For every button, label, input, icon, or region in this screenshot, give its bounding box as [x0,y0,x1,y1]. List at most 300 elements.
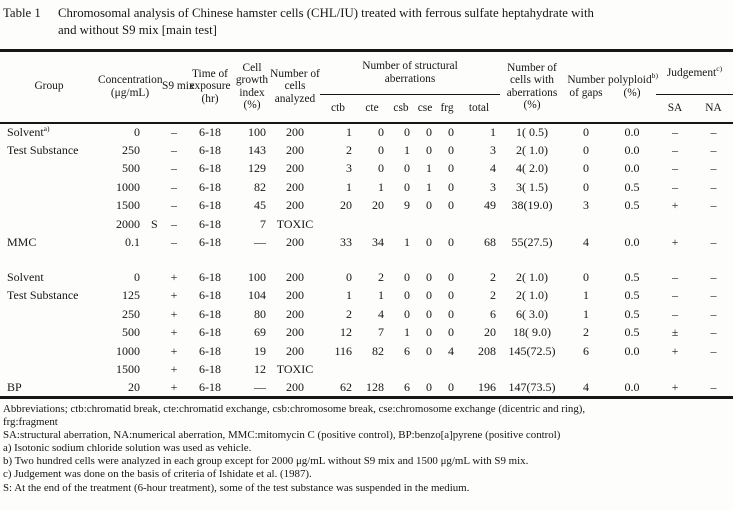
cell-ctb: 12 [340,325,352,340]
cell-csb [388,215,414,234]
table-row [0,160,733,179]
cell-polyploid: 0.5 [624,269,640,284]
cell-total [458,215,500,234]
cell-frg: 0 [448,288,454,303]
cell-s9-mix: + [170,343,178,358]
cell-growth-index: 143 [248,142,266,157]
col-header-gaps: Number of gaps [564,51,608,123]
cell-cells-with-aberrations: 2( 1.0) [516,288,548,303]
cell-concentration: 1500 [116,362,140,377]
cell-growth-index: 80 [254,306,266,321]
cell-growth-index: 7 [260,216,266,231]
cell-csb: 0 [404,161,410,176]
cell-polyploid: 0.0 [624,235,640,250]
cell-total: 6 [490,306,496,321]
cell-s9-mix: – [171,179,177,194]
cell-ctb: 1 [346,288,352,303]
cell-cse: 1 [426,179,432,194]
cell-ctb: 116 [334,343,352,358]
cell-cte: 1 [378,288,384,303]
cell-growth-index: 100 [248,269,266,284]
cell-cse: 0 [426,288,432,303]
cell-ctb [320,361,356,380]
cell-csb: 0 [404,269,410,284]
cell-total: 68 [484,235,496,250]
cell-csb [388,361,414,380]
cell-ctb: 33 [340,235,352,250]
cell-judgement-sa: + [671,235,679,250]
cell-ctb: 1 [346,179,352,194]
table-row [0,342,733,361]
cell-ctb: 1 [346,124,352,139]
cell-cells-analyzed: 200 [286,235,304,250]
cell-frg: 0 [448,325,454,340]
cell-group [0,324,98,343]
cell-total [458,361,500,380]
cell-frg: 0 [448,124,454,139]
section-separator-row [0,252,733,268]
cell-s9-mix: – [171,142,177,157]
cell-cse: 0 [426,198,432,213]
cell-concentration: 0.1 [125,235,140,250]
cell-time-of-exposure: 6-18 [199,124,221,139]
cell-judgement-na: – [710,161,717,176]
cell-cse: 0 [426,343,432,358]
cell-judgement-na: – [710,325,717,340]
cell-judgement-na: – [710,269,717,284]
cell-cse: 0 [426,269,432,284]
cell-cells-analyzed: 200 [286,124,304,139]
cell-frg: 0 [448,142,454,157]
caption-line-1: Chromosomal analysis of Chinese hamster cells (CHL/IU) treated with ferrous sulfate heptahydrate with [58,6,594,20]
cell-s9-mix: + [170,269,178,284]
cell-cells-analyzed: 200 [286,380,304,394]
cell-suspension-flag [144,178,162,197]
cell-gaps [564,215,608,234]
footnote-abbreviations-3: SA:structural aberration, NA:numerical aberration, MMC:mitomycin C (positive control), BP:benzo[a]pyrene (positive control) [3,429,561,442]
cell-cte: 34 [372,235,384,250]
cell-gaps: 1 [583,288,589,303]
cell-csb: 0 [404,124,410,139]
cell-frg: 0 [448,198,454,213]
cell-time-of-exposure: 6-18 [199,362,221,377]
cell-s9-mix: – [171,124,177,139]
cell-cse: 0 [426,124,432,139]
cell-s9-mix: – [171,216,177,231]
cell-polyploid: 0.0 [624,124,640,139]
col-header-s9-mix: S9 mix [162,51,186,123]
cell-cte: 82 [372,343,384,358]
cell-total: 20 [484,325,496,340]
cell-frg: 4 [448,343,454,358]
footnote-abbreviations-2: frg:fragment [3,416,58,429]
cell-concentration: 0 [134,124,140,139]
cell-judgement-na: – [710,142,717,157]
cell-gaps: 3 [583,198,589,213]
cell-concentration: 500 [122,161,140,176]
cell-polyploid [608,215,656,234]
cell-total: 2 [490,269,496,284]
cell-judgement-na: – [710,198,717,213]
cell-group: Test Substance [7,142,79,157]
cell-cells-analyzed: 200 [286,179,304,194]
cell-csb: 0 [404,288,410,303]
cell-judgement-na: – [710,179,717,194]
table-row [0,361,733,380]
cell-total: 4 [490,161,496,176]
cell-concentration: 250 [122,306,140,321]
cell-judgement-sa: – [672,306,678,321]
cell-growth-index: 129 [248,161,266,176]
cell-group: Test Substance [7,288,79,303]
cell-time-of-exposure: 6-18 [199,288,221,303]
cell-total: 3 [490,179,496,194]
cell-polyploid: 0.5 [624,288,640,303]
cell-cells-with-aberrations: 4( 2.0) [516,161,548,176]
cell-concentration: 250 [122,142,140,157]
col-header-cell-growth-index: Cell growth index (%) [234,51,270,123]
cell-group [0,361,98,380]
cell-ctb [320,215,356,234]
judgement-footnote-mark: c) [716,63,723,73]
col-header-cells-with-aberrations: Number of cells with aberrations (%) [500,51,564,123]
cell-csb: 9 [404,198,410,213]
cell-group: Solvent$^{a)}$ [7,123,50,139]
cell-csb: 1 [404,325,410,340]
cell-ctb: 2 [346,142,352,157]
cell-growth-index: 12 [254,362,266,377]
cell-s9-mix: – [171,235,177,250]
cell-ctb: 20 [340,198,352,213]
cell-s9-mix: + [170,380,178,394]
cell-cells-with-aberrations: 3( 1.5) [516,179,548,194]
cell-cse: 0 [426,235,432,250]
footnote-a: a) Isotonic sodium chloride solution was used as vehicle. [3,442,252,455]
cell-cells-with-aberrations: 145(72.5) [508,343,556,358]
cell-judgement-na: – [710,288,717,303]
cell-growth-index: — [254,380,266,394]
cell-suspension-flag [144,197,162,216]
cell-group [0,178,98,197]
cell-cte: 0 [378,142,384,157]
cell-suspension-flag [144,141,162,160]
table-row [0,379,733,398]
cell-cse [414,215,436,234]
cell-cte: 4 [378,306,384,321]
cell-cte [356,215,388,234]
caption-line-2: and without S9 mix [main test] [58,22,217,37]
cell-group [0,215,98,234]
col-header-concentration: Concentration (μg/mL) [98,51,162,123]
col-header-judgement: Judgement$^{c)}$ [656,51,733,95]
table-caption-text [58,5,729,38]
cell-judgement-na: – [710,306,717,321]
cell-frg: 0 [448,306,454,321]
cell-judgement-sa: + [671,343,679,358]
table-row [0,234,733,253]
cell-suspension-flag [144,379,162,398]
cell-cse: 0 [426,306,432,321]
cell-cells-analyzed: 200 [286,142,304,157]
polyploid-footnote-mark: b) [651,71,658,81]
cell-growth-index: 104 [248,288,266,303]
footnote-b: b) Two hundred cells were analyzed in each group except for 2000 μg/mL without S9 mix and 1500 μg/mL with S9 mix. [3,455,529,468]
cell-frg: 0 [448,269,454,284]
cell-group [0,342,98,361]
cell-csb: 1 [404,142,410,157]
table-caption [0,0,733,38]
cell-total: 1 [490,124,496,139]
cell-s9-mix: + [170,325,178,340]
cell-cse: 0 [426,325,432,340]
col-header-structural-aberrations: Number of structural aberrations [320,51,500,95]
cell-polyploid: 0.5 [624,198,640,213]
cell-growth-index: 45 [254,198,266,213]
cell-total: 208 [478,343,496,358]
col-header-cse: cse [414,95,436,123]
cell-time-of-exposure: 6-18 [199,306,221,321]
cell-total: 196 [478,380,496,394]
cell-gaps: 4 [583,380,589,394]
cell-concentration: 1000 [116,343,140,358]
table-row [0,178,733,197]
cell-cte: 128 [366,380,384,394]
cell-cse [414,361,436,380]
cell-csb: 6 [404,380,410,394]
cell-group [0,197,98,216]
cell-total: 3 [490,142,496,157]
cell-gaps: 0 [583,269,589,284]
table-row [0,197,733,216]
table-header [0,51,733,123]
cell-suspension-flag [144,234,162,253]
cell-cells-with-aberrations: 1( 0.5) [516,124,548,139]
col-header-sa: SA [656,95,694,123]
cell-gaps: 2 [583,325,589,340]
cell-cse: 1 [426,161,432,176]
cell-ctb: 2 [346,306,352,321]
cell-csb: 0 [404,179,410,194]
cell-judgement-na [694,361,733,380]
col-header-cte: cte [356,95,388,123]
cell-concentration: 1500 [116,198,140,213]
cell-s9-mix: + [170,362,178,377]
footnote-s: S: At the end of the treatment (6-hour treatment), some of the test substance was suspended in the medium. [3,481,470,494]
cell-judgement-sa [656,361,694,380]
cell-judgement-na: – [710,235,717,250]
cell-cells-analyzed: 200 [286,198,304,213]
col-header-na: NA [694,95,733,123]
cell-cells-with-aberrations [500,361,564,380]
cell-group [0,305,98,324]
cell-cells-analyzed: 200 [286,343,304,358]
cell-judgement-na: – [710,343,717,358]
cell-gaps: 0 [583,179,589,194]
cell-judgement-na: – [710,380,717,394]
cell-time-of-exposure: 6-18 [199,343,221,358]
cell-gaps: 0 [583,161,589,176]
cell-suspension-flag [144,123,162,142]
table-row [0,324,733,343]
cell-total: 49 [484,198,496,213]
cell-polyploid: 0.5 [624,306,640,321]
cell-suspension-flag [144,324,162,343]
cell-concentration: 125 [122,288,140,303]
cell-cte: 1 [378,179,384,194]
cell-concentration: 500 [122,325,140,340]
cell-frg: 0 [448,380,454,394]
cell-growth-index: 19 [254,343,266,358]
cell-cells-analyzed: 200 [286,288,304,303]
cell-group: MMC [7,235,37,250]
col-header-group: Group [0,51,98,123]
cell-group [0,160,98,179]
cell-frg: 0 [448,179,454,194]
table-row [0,305,733,324]
cell-ctb: 62 [340,380,352,394]
cell-gaps [564,361,608,380]
cell-judgement-sa: – [672,288,678,303]
cell-cells-with-aberrations: 18( 9.0) [513,325,551,340]
cell-cells-analyzed: TOXIC [276,216,314,231]
cell-csb: 1 [404,235,410,250]
cell-suspension-flag: S [151,216,158,231]
cell-cells-analyzed: 200 [286,161,304,176]
cell-time-of-exposure: 6-18 [199,380,221,394]
cell-group: BP [7,380,22,394]
cell-suspension-flag [144,268,162,287]
cell-gaps: 1 [583,306,589,321]
table-row [0,141,733,160]
cell-cte: 20 [372,198,384,213]
col-header-time-of-exposure: Time of exposure (hr) [186,51,234,123]
cell-judgement-sa: + [671,380,679,394]
table-body [0,123,733,398]
col-header-frg: frg [436,95,458,123]
cell-polyploid: 0.0 [624,142,640,157]
footnotes-block [0,399,733,495]
cell-ctb: 3 [346,161,352,176]
cell-gaps: 4 [583,235,589,250]
table-row [0,268,733,287]
cell-s9-mix: – [171,198,177,213]
table-number: Table 1 [3,6,41,20]
footnote-abbreviations-1: Abbreviations; ctb:chromatid break, cte:chromatid exchange, csb:chromosome break, cse:chromosome exchange (dicentric and ring), [3,403,586,415]
cell-csb: 0 [404,306,410,321]
cell-time-of-exposure: 6-18 [199,142,221,157]
cell-gaps: 6 [583,343,589,358]
cell-cse: 0 [426,380,432,394]
col-header-ctb: ctb [320,95,356,123]
cell-frg [436,215,458,234]
cell-cells-with-aberrations: 147(73.5) [508,380,556,394]
cell-judgement-sa: – [672,179,678,194]
cell-suspension-flag [144,305,162,324]
cell-suspension-flag [144,287,162,306]
cell-cells-with-aberrations: 55(27.5) [511,235,553,250]
cell-time-of-exposure: 6-18 [199,325,221,340]
cell-polyploid: 0.5 [624,325,640,340]
cell-cte: 7 [378,325,384,340]
cell-cells-with-aberrations: 2( 1.0) [516,142,548,157]
cell-judgement-sa: – [672,142,678,157]
cell-cells-analyzed: 200 [286,306,304,321]
cell-suspension-flag [144,342,162,361]
cell-judgement-sa: – [672,124,678,139]
separator-cell [0,252,733,268]
cell-polyploid: 0.0 [624,343,640,358]
cell-group: Solvent [7,269,44,284]
cell-judgement-na: – [710,124,717,139]
group-footnote-mark: a) [43,123,50,133]
cell-time-of-exposure: 6-18 [199,161,221,176]
cell-judgement-sa: – [672,269,678,284]
cell-time-of-exposure: 6-18 [199,269,221,284]
cell-s9-mix: – [171,161,177,176]
col-header-total: total [458,95,500,123]
cell-concentration: 1000 [116,179,140,194]
cell-cells-analyzed: TOXIC [276,362,314,377]
cell-time-of-exposure: 6-18 [199,235,221,250]
header-row-main [0,51,733,95]
cell-growth-index: — [254,235,266,250]
cell-judgement-sa: – [672,161,678,176]
cell-cells-with-aberrations [500,215,564,234]
cell-concentration: 0 [134,269,140,284]
col-header-polyploid: polyploid$^{b)}$ (%) [608,51,656,123]
chromosomal-analysis-table [0,49,733,399]
cell-s9-mix: + [170,288,178,303]
cell-frg: 0 [448,235,454,250]
cell-cells-with-aberrations: 38(19.0) [511,198,553,213]
cell-cte: 0 [378,161,384,176]
table-row [0,215,733,234]
cell-gaps: 0 [583,124,589,139]
cell-cte [356,361,388,380]
cell-cells-with-aberrations: 6( 3.0) [516,306,548,321]
cell-polyploid: 0.5 [624,179,640,194]
cell-time-of-exposure: 6-18 [199,216,221,231]
cell-concentration: 2000 [116,216,140,231]
cell-concentration: 20 [128,380,140,394]
cell-time-of-exposure: 6-18 [199,179,221,194]
table-row [0,123,733,142]
cell-csb: 6 [404,343,410,358]
cell-growth-index: 100 [248,124,266,139]
cell-s9-mix: + [170,306,178,321]
cell-frg: 0 [448,161,454,176]
cell-cells-analyzed: 200 [286,269,304,284]
cell-cells-analyzed: 200 [286,325,304,340]
cell-polyploid: 0.0 [624,380,640,394]
cell-frg [436,361,458,380]
cell-suspension-flag [144,361,162,380]
col-header-csb: csb [388,95,414,123]
cell-ctb: 0 [346,269,352,284]
cell-gaps: 0 [583,142,589,157]
cell-time-of-exposure: 6-18 [199,198,221,213]
cell-total: 2 [490,288,496,303]
table-row [0,287,733,306]
cell-cte: 0 [378,124,384,139]
cell-judgement-sa [656,215,694,234]
footnote-c: c) Judgement was done on the basis of criteria of Ishidate et al. (1987). [3,468,312,481]
cell-polyploid: 0.0 [624,161,640,176]
cell-cells-with-aberrations: 2( 1.0) [516,269,548,284]
cell-growth-index: 69 [254,325,266,340]
cell-polyploid [608,361,656,380]
cell-suspension-flag [144,160,162,179]
